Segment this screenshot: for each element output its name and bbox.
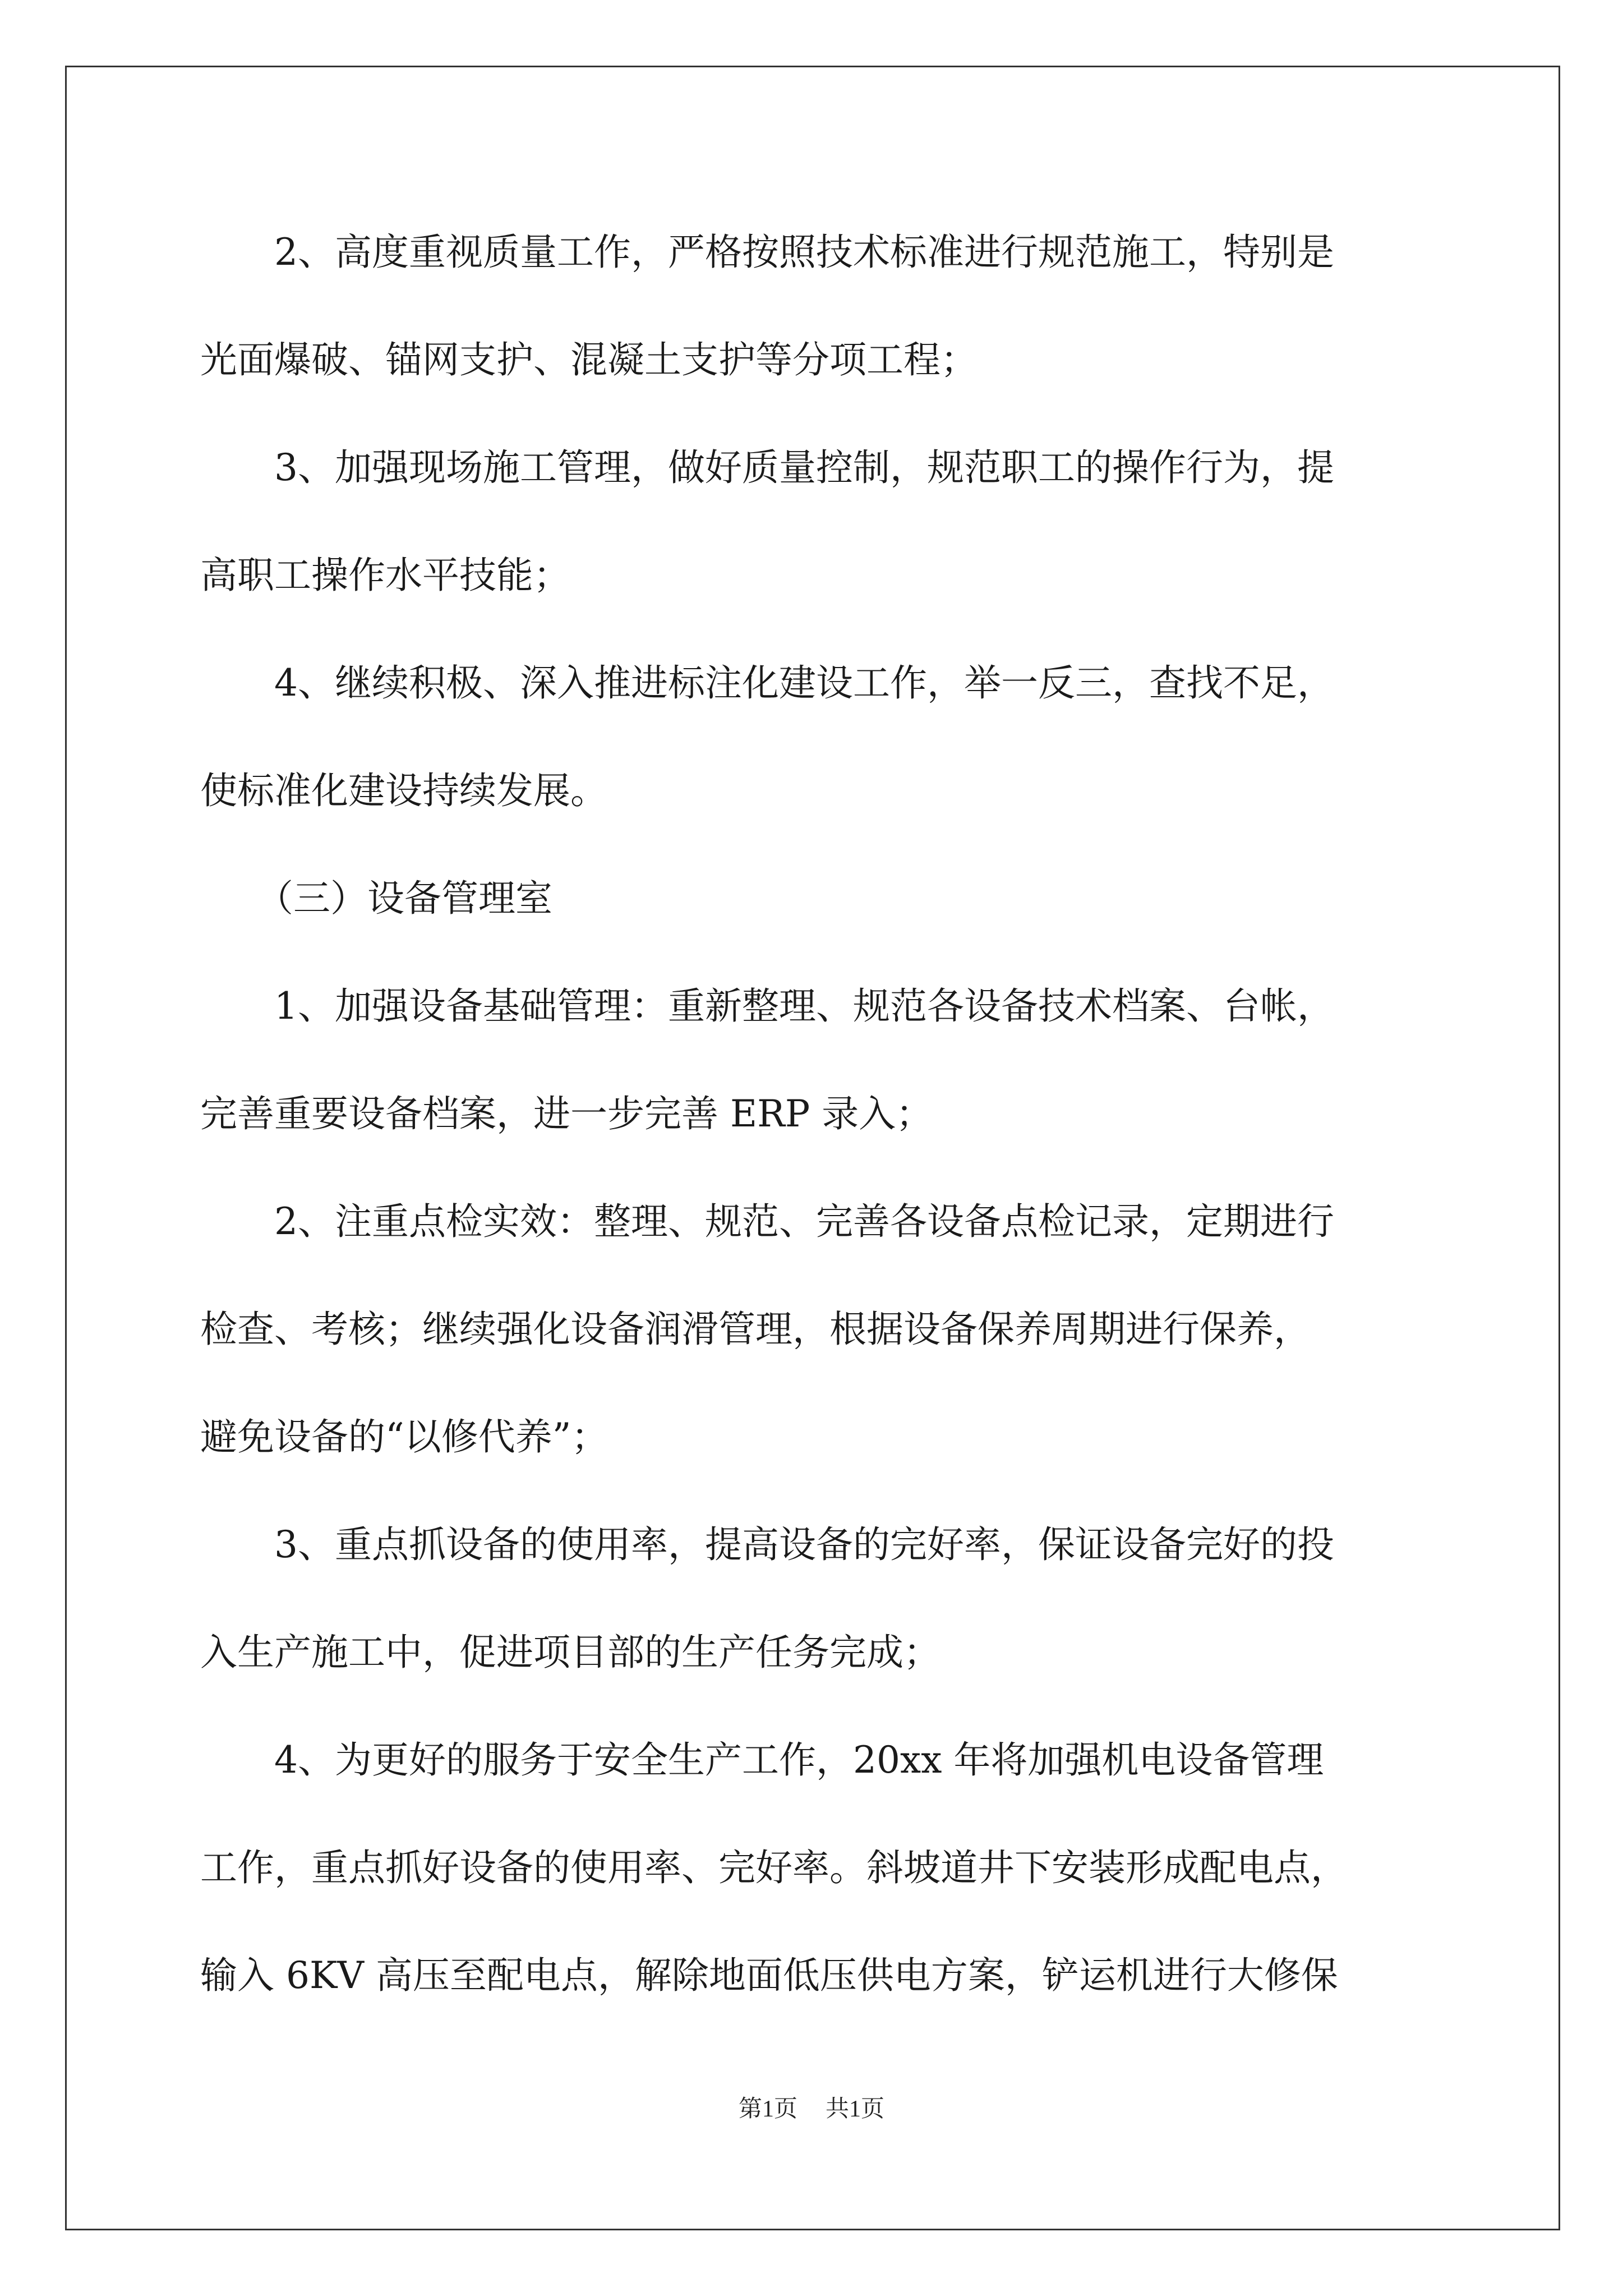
page-number-current: 第1页 bbox=[738, 2096, 797, 2122]
paragraph-line: 工作，重点抓好设备的使用率、完好率。斜坡道井下安装形成配电点， bbox=[200, 1846, 1348, 1889]
paragraph-line: 入生产施工中，促进项目部的生产任务完成； bbox=[200, 1631, 940, 1674]
paragraph-line: 使标准化建设持续发展。 bbox=[200, 769, 607, 812]
paragraph-line: 3、重点抓设备的使用率，提高设备的完好率，保证设备完好的投 bbox=[274, 1523, 1334, 1566]
paragraph-line: 2、高度重视质量工作，严格按照技术标准进行规范施工，特别是 bbox=[274, 231, 1334, 274]
paragraph-line: 4、继续积极、深入推进标注化建设工作，举一反三，查找不足， bbox=[274, 661, 1334, 705]
paragraph-line: 避免设备的“以修代养”； bbox=[200, 1415, 608, 1458]
paragraph-line: 光面爆破、锚网支护、混凝土支护等分项工程； bbox=[200, 338, 978, 381]
paragraph-line: 2、注重点检实效：整理、规范、完善各设备点检记录，定期进行 bbox=[274, 1200, 1334, 1243]
paragraph-line: 输入 6KV 高压至配电点，解除地面低压供电方案，铲运机进行大修保 bbox=[200, 1954, 1338, 1997]
paragraph-line: 检查、考核；继续强化设备润滑管理，根据设备保养周期进行保养， bbox=[200, 1308, 1311, 1351]
paragraph-line: 高职工操作水平技能； bbox=[200, 554, 570, 597]
page-border bbox=[65, 66, 1560, 2230]
section-heading: （三）设备管理室 bbox=[256, 877, 552, 920]
paragraph-line: 3、加强现场施工管理，做好质量控制，规范职工的操作行为，提 bbox=[274, 446, 1334, 489]
paragraph-line: 完善重要设备档案，进一步完善 ERP 录入； bbox=[200, 1092, 933, 1135]
paragraph-line: 1、加强设备基础管理：重新整理、规范各设备技术档案、台帐， bbox=[274, 984, 1334, 1028]
paragraph-line: 4、为更好的服务于安全生产工作，20xx 年将加强机电设备管理 bbox=[274, 1738, 1324, 1782]
page-number-total: 共1页 bbox=[826, 2096, 885, 2122]
page-footer bbox=[0, 2092, 1623, 2126]
